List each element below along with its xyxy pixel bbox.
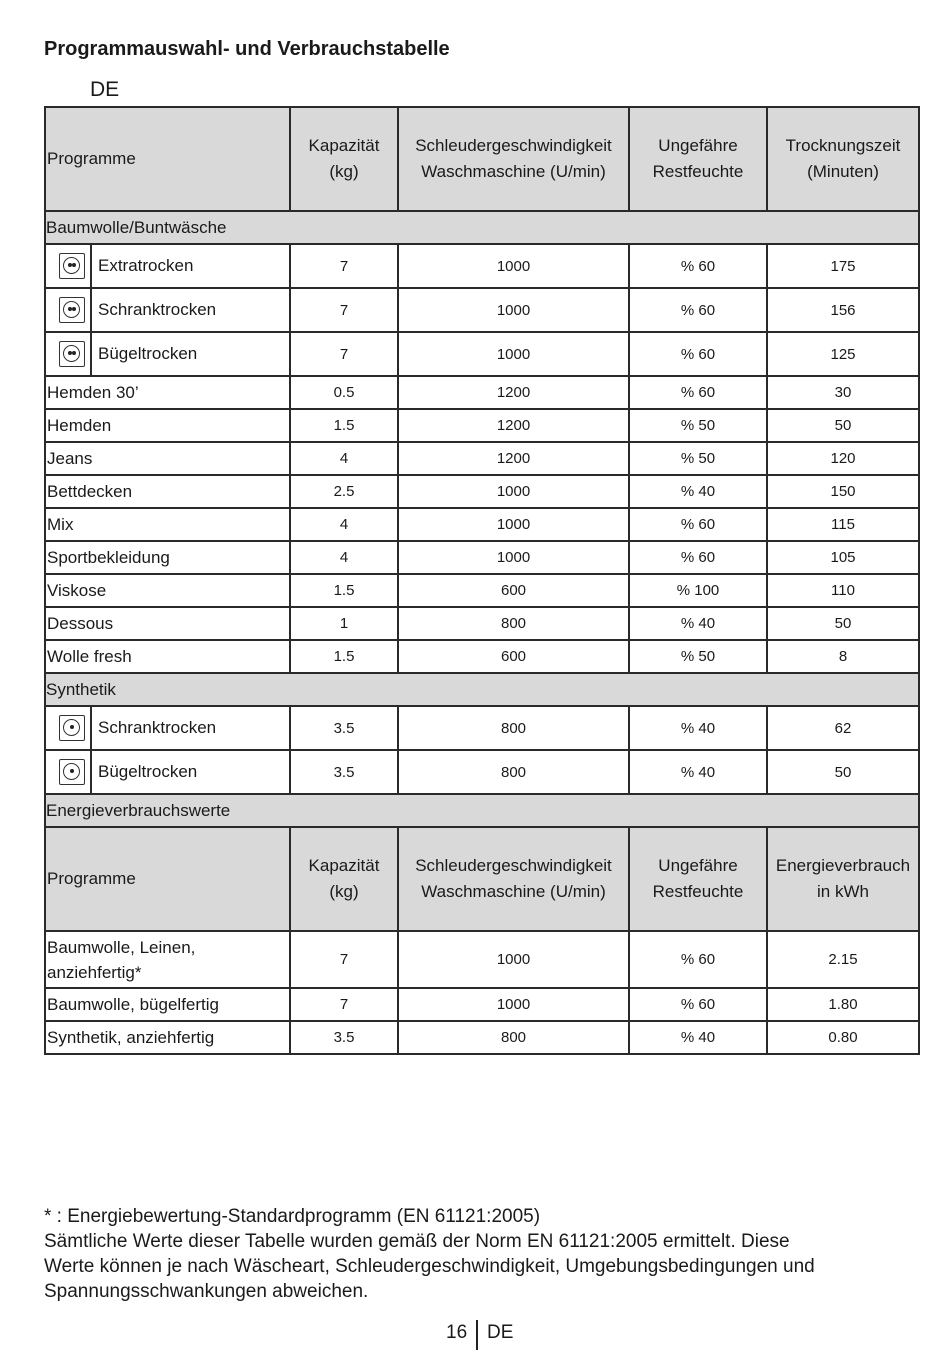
table-row <box>45 931 919 988</box>
table-header <box>45 107 919 211</box>
program-name: Schranktrocken <box>91 706 290 750</box>
table-cell: % 60 <box>629 541 767 574</box>
header-cell-line: Schleudergeschwindigkeit <box>415 136 612 155</box>
dryness-dot <box>68 351 72 355</box>
dryness-dot <box>72 263 76 267</box>
icon-cell <box>45 750 91 794</box>
page-number: 16 <box>446 1322 468 1343</box>
footnote-line: Werte können je nach Wäscheart, Schleudergeschwindigkeit, Umgebungsbedingungen und <box>44 1256 815 1277</box>
table-cell: 2.15 <box>767 931 919 988</box>
table-cell: % 40 <box>629 706 767 750</box>
program-name: Bügeltrocken <box>91 332 290 376</box>
program-name-line: Baumwolle, Leinen, <box>47 937 196 957</box>
dryness-two-dots-icon <box>59 253 85 279</box>
table-cell: 1000 <box>398 508 629 541</box>
program-name <box>45 1021 290 1054</box>
language-label: DE <box>90 78 120 101</box>
header-cell-line: Trocknungszeit <box>785 136 901 155</box>
table-cell: 7 <box>290 332 398 376</box>
header-cell-line: Kapazität <box>308 136 380 155</box>
section-energy <box>45 794 919 827</box>
header-cell-line: Restfeuchte <box>652 162 744 181</box>
table-cell: 1 <box>290 607 398 640</box>
table-cell: 105 <box>767 541 919 574</box>
program-name <box>45 931 290 988</box>
table-cell: 600 <box>398 640 629 673</box>
table-cell: 3.5 <box>290 706 398 750</box>
header-cell-line: Programme <box>47 149 136 168</box>
table-cell: 1000 <box>398 541 629 574</box>
dryness-one-dot-icon <box>59 715 85 741</box>
table-cell: 8 <box>767 640 919 673</box>
header-cell <box>290 827 398 931</box>
header-cell <box>45 827 290 931</box>
table-cell: 1200 <box>398 409 629 442</box>
table-row <box>45 409 919 442</box>
icon-cell <box>45 332 91 376</box>
program-table <box>44 106 920 1055</box>
table-cell: 800 <box>398 1021 629 1054</box>
table-row <box>45 508 919 541</box>
header-cell-line: Ungefähre <box>658 856 738 875</box>
table-row <box>45 988 919 1021</box>
table-cell: 156 <box>767 288 919 332</box>
program-name: Viskose <box>45 574 290 607</box>
program-name: Wolle fresh <box>45 640 290 673</box>
header-cell-line: Restfeuchte <box>652 882 744 901</box>
header-cell <box>398 107 629 211</box>
program-name-line: Synthetik, anziehfertig <box>47 1028 215 1047</box>
section-cotton <box>45 211 919 244</box>
dryness-dot <box>72 351 76 355</box>
table-cell: 7 <box>290 288 398 332</box>
header-cell <box>629 827 767 931</box>
table-cell: 3.5 <box>290 750 398 794</box>
table-cell: 600 <box>398 574 629 607</box>
table-cell: 1200 <box>398 376 629 409</box>
table-cell: 7 <box>290 244 398 288</box>
header-cell-line: Programme <box>47 869 136 888</box>
program-name: Bettdecken <box>45 475 290 508</box>
page-divider <box>476 1320 478 1350</box>
section-label: Baumwolle/Buntwäsche <box>45 211 919 244</box>
table-cell: % 60 <box>629 376 767 409</box>
dryness-dot <box>68 263 72 267</box>
section-label: Energieverbrauchswerte <box>45 794 919 827</box>
footnote <box>44 1204 924 1304</box>
table-cell: 7 <box>290 988 398 1021</box>
header-cell-line: Ungefähre <box>658 136 738 155</box>
table-row <box>45 376 919 409</box>
dryness-dot <box>68 307 72 311</box>
table-cell: 120 <box>767 442 919 475</box>
table-cell: 150 <box>767 475 919 508</box>
header-cell <box>767 827 919 931</box>
table-cell: 1000 <box>398 988 629 1021</box>
dryness-dot <box>70 725 74 729</box>
program-name-line: Baumwolle, bügelfertig <box>47 995 219 1014</box>
footnote-line: * : Energiebewertung-Standardprogramm (EN 61121:2005) <box>44 1206 541 1227</box>
table-cell: % 50 <box>629 640 767 673</box>
table-cell: 4 <box>290 442 398 475</box>
icon-cell <box>45 288 91 332</box>
table-cell: % 50 <box>629 409 767 442</box>
table-row <box>45 332 919 376</box>
header-cell <box>45 107 290 211</box>
table-cell: % 60 <box>629 288 767 332</box>
table-cell: % 60 <box>629 244 767 288</box>
program-name <box>45 988 290 1021</box>
table-cell: 1000 <box>398 931 629 988</box>
table-cell: 7 <box>290 931 398 988</box>
program-name-line: anziehfertig* <box>47 962 142 982</box>
table-cell: 1000 <box>398 244 629 288</box>
table-cell: 4 <box>290 541 398 574</box>
table-row <box>45 640 919 673</box>
header-cell-line: Energieverbrauch <box>775 856 911 875</box>
header-cell <box>629 107 767 211</box>
header-cell-line: Kapazität <box>308 856 380 875</box>
header-cell-line: (kg) <box>329 882 359 901</box>
header-cell-line: (Minuten) <box>807 162 879 181</box>
header-cell-line: Waschmaschine (U/min) <box>421 882 606 901</box>
dryness-dot <box>72 307 76 311</box>
header-cell-line: (kg) <box>329 162 359 181</box>
page-title: Programmauswahl- und Verbrauchstabelle <box>44 38 450 60</box>
table-cell: 0.80 <box>767 1021 919 1054</box>
table-row <box>45 541 919 574</box>
table-cell: % 60 <box>629 988 767 1021</box>
program-name: Mix <box>45 508 290 541</box>
header-cell <box>767 107 919 211</box>
table-cell: 50 <box>767 607 919 640</box>
header-cell-line: Schleudergeschwindigkeit <box>415 856 612 875</box>
table-cell: 50 <box>767 750 919 794</box>
program-name: Dessous <box>45 607 290 640</box>
dryness-one-dot-icon <box>59 759 85 785</box>
table-cell: 800 <box>398 607 629 640</box>
table-cell: 1.80 <box>767 988 919 1021</box>
table-cell: % 40 <box>629 475 767 508</box>
table-row <box>45 607 919 640</box>
program-name: Jeans <box>45 442 290 475</box>
table-row <box>45 574 919 607</box>
table-cell: 30 <box>767 376 919 409</box>
program-name: Hemden <box>45 409 290 442</box>
table-cell: % 60 <box>629 508 767 541</box>
table-cell: 1000 <box>398 332 629 376</box>
table-cell: 115 <box>767 508 919 541</box>
table-cell: 110 <box>767 574 919 607</box>
table-cell: 800 <box>398 706 629 750</box>
table-cell: 0.5 <box>290 376 398 409</box>
section-label: Synthetik <box>45 673 919 706</box>
table-cell: % 100 <box>629 574 767 607</box>
energy-header <box>45 827 919 931</box>
program-name: Schranktrocken <box>91 288 290 332</box>
table-cell: % 40 <box>629 750 767 794</box>
table-cell: 1.5 <box>290 574 398 607</box>
footnote-line: Spannungsschwankungen abweichen. <box>44 1281 369 1302</box>
header-cell <box>290 107 398 211</box>
table-cell: 800 <box>398 750 629 794</box>
table-row <box>45 288 919 332</box>
table-row <box>45 706 919 750</box>
table-row <box>45 475 919 508</box>
program-name: Extratrocken <box>91 244 290 288</box>
table-row <box>45 244 919 288</box>
table-cell: 1.5 <box>290 640 398 673</box>
table-cell: % 40 <box>629 607 767 640</box>
table-cell: 3.5 <box>290 1021 398 1054</box>
dryness-two-dots-icon <box>59 297 85 323</box>
section-synthetic <box>45 673 919 706</box>
dryness-two-dots-icon <box>59 341 85 367</box>
table-cell: 1.5 <box>290 409 398 442</box>
table-row <box>45 750 919 794</box>
table-cell: 50 <box>767 409 919 442</box>
table-cell: 1200 <box>398 442 629 475</box>
table-cell: 4 <box>290 508 398 541</box>
footnote-line: Sämtliche Werte dieser Tabelle wurden gemäß der Norm EN 61121:2005 ermittelt. Diese <box>44 1231 790 1252</box>
table-cell: 1000 <box>398 475 629 508</box>
table-row <box>45 1021 919 1054</box>
program-name: Bügeltrocken <box>91 750 290 794</box>
program-name: Sportbekleidung <box>45 541 290 574</box>
table-cell: % 50 <box>629 442 767 475</box>
table-cell: 2.5 <box>290 475 398 508</box>
table-cell: 175 <box>767 244 919 288</box>
table-cell: % 40 <box>629 1021 767 1054</box>
dryness-dot <box>70 769 74 773</box>
program-name: Hemden 30’ <box>45 376 290 409</box>
page-language: DE <box>487 1322 514 1343</box>
header-cell-line: in kWh <box>817 882 869 901</box>
table-cell: % 60 <box>629 332 767 376</box>
table-cell: 1000 <box>398 288 629 332</box>
icon-cell <box>45 706 91 750</box>
icon-cell <box>45 244 91 288</box>
header-cell-line: Waschmaschine (U/min) <box>421 162 606 181</box>
table-cell: % 60 <box>629 931 767 988</box>
table-row <box>45 442 919 475</box>
table-cell: 62 <box>767 706 919 750</box>
table-cell: 125 <box>767 332 919 376</box>
header-cell <box>398 827 629 931</box>
